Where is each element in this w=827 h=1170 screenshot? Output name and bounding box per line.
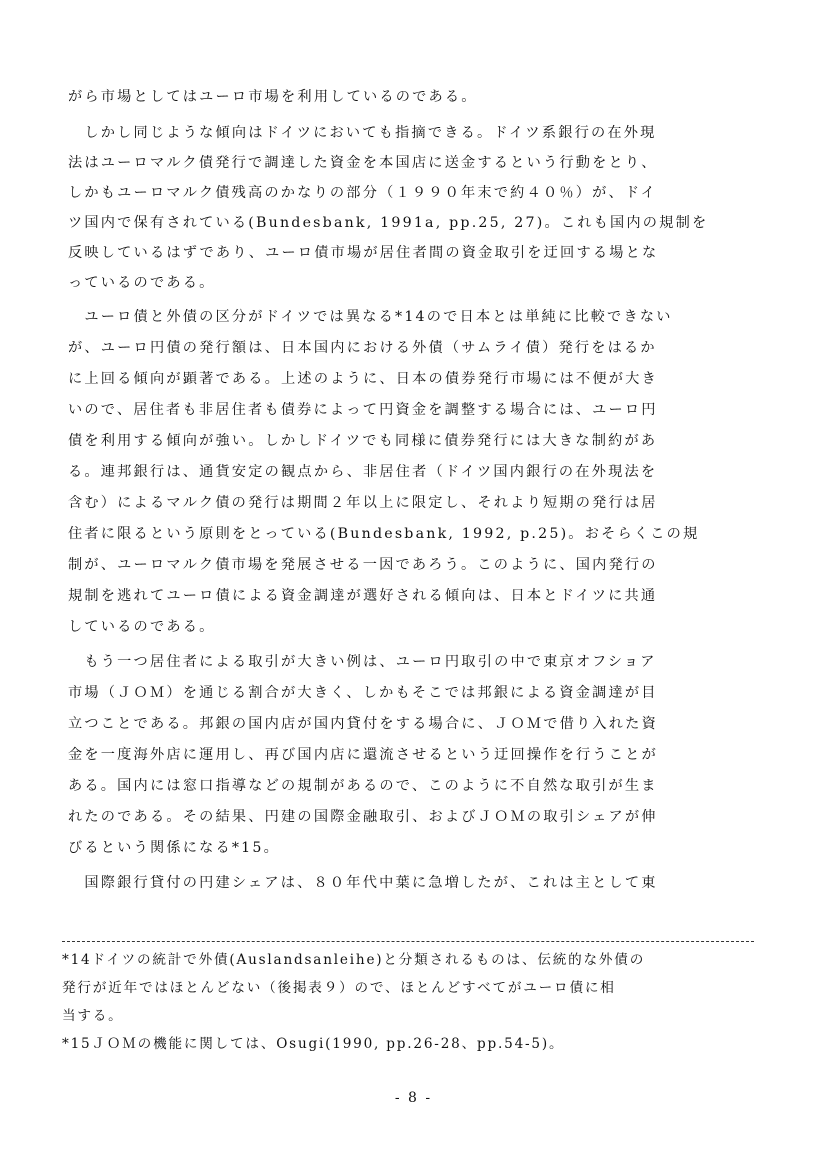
body-line: ツ国内で保有されている(Bundesbank, 1991a, pp.25, 27)。これも国内の規制を — [68, 215, 709, 231]
body-line: びるという関係になる*15。 — [68, 840, 281, 856]
footnote-divider — [62, 941, 754, 942]
body-line: がら市場としてはユーロ市場を利用しているのである。 — [68, 89, 478, 105]
body-line: 含む）によるマルク債の発行は期間２年以上に限定し、それより短期の発行は居 — [68, 495, 658, 511]
body-line: 国際銀行貸付の円建シェアは、８０年代中葉に急増したが、これは主として東 — [68, 875, 658, 891]
body-line: っているのである。 — [68, 275, 216, 291]
body-line: れたのである。その結果、円建の国際金融取引、およびＪＯＭの取引シェアが伸 — [68, 809, 658, 825]
footnote-line: *14ドイツの統計で外債(Auslandsanleihe)と分類されるものは、伝統的な外債の — [62, 952, 646, 968]
page-number: - 8 - — [394, 1090, 433, 1106]
footnote-line: 発行が近年ではほとんどない（後掲表９）ので、ほとんどすべてがユーロ債に相 — [62, 980, 616, 996]
body-line: 立つことである。邦銀の国内店が国内貸付をする場合に、ＪＯＭで借り入れた資 — [68, 716, 658, 732]
body-line: 債を利用する傾向が強い。しかしドイツでも同様に債券発行には大きな制約があ — [68, 433, 658, 449]
body-line: 制が、ユーロマルク債市場を発展させる一因であろう。このように、国内発行の — [68, 557, 658, 573]
body-line: ユーロ債と外債の区分がドイツでは異なる*14ので日本とは単純に比較できない — [68, 309, 673, 325]
body-line: しかし同じような傾向はドイツにおいても指摘できる。ドイツ系銀行の在外現 — [68, 125, 657, 141]
footnote-line: 当する。 — [62, 1008, 124, 1024]
body-line: 金を一度海外店に運用し、再び国内店に還流させるという迂回操作を行うことが — [68, 747, 658, 763]
body-line: に上回る傾向が顕著である。上述のように、日本の債券発行市場には不便が大き — [68, 371, 658, 387]
body-line: る。連邦銀行は、通貨安定の観点から、非居住者（ドイツ国内銀行の在外現法を — [68, 464, 658, 480]
body-line: しかもユーロマルク債残高のかなりの部分（１９９０年末で約４０％）が、ドイ — [68, 185, 657, 201]
body-line: いので、居住者も非居住者も債券によって円資金を調整する場合には、ユーロ円 — [68, 402, 658, 418]
body-line: 市場（ＪＯＭ）を通じる割合が大きく、しかもそこでは邦銀による資金調達が目 — [68, 685, 658, 701]
body-line: しているのである。 — [68, 619, 216, 635]
body-line: が、ユーロ円債の発行額は、日本国内における外債（サムライ債）発行をはるか — [68, 340, 657, 356]
body-line: 規制を逃れてユーロ債による資金調達が選好される傾向は、日本とドイツに共通 — [68, 588, 658, 604]
body-line: ある。国内には窓口指導などの規制があるので、このように不自然な取引が生ま — [68, 778, 658, 794]
body-line: もう一つ居住者による取引が大きい例は、ユーロ円取引の中で東京オフショア — [68, 654, 657, 670]
body-line: 法はユーロマルク債発行で調達した資金を本国店に送金するという行動をとり、 — [68, 155, 658, 171]
body-line: 反映しているはずであり、ユーロ債市場が居住者間の資金取引を迂回する場とな — [68, 245, 659, 261]
footnote-line: *15ＪＯＭの機能に関しては、Osugi(1990, pp.26-28、pp.54-5)。 — [62, 1036, 565, 1052]
body-line: 住者に限るという原則をとっている(Bundesbank, 1992, p.25)。おそらくこの規 — [68, 526, 700, 542]
